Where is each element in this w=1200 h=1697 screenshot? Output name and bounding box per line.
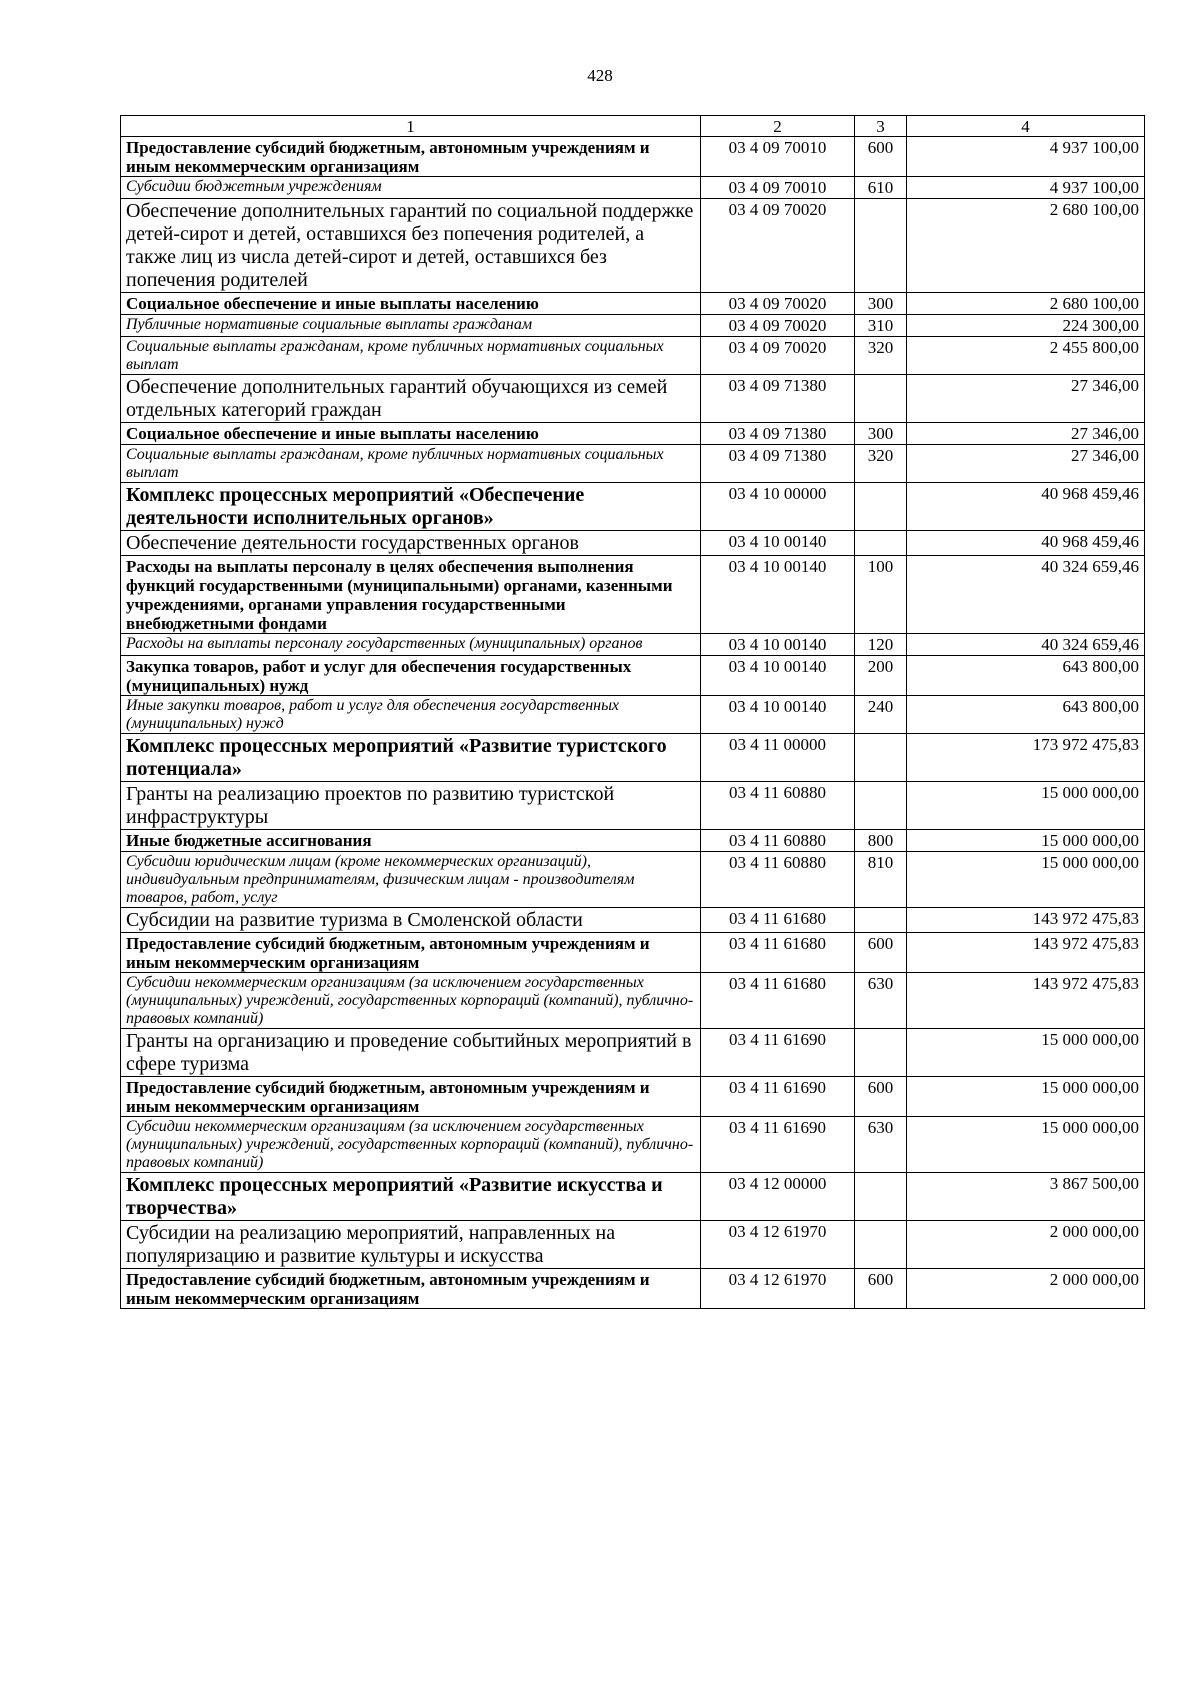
row-expense-type: 120	[855, 634, 907, 656]
table-row	[121, 1221, 1145, 1269]
row-amount: 40 324 659,46	[907, 556, 1145, 634]
table-row	[121, 656, 1145, 696]
row-amount: 4 937 100,00	[907, 177, 1145, 199]
row-expense-type	[855, 734, 907, 782]
table-row	[121, 634, 1145, 656]
row-code: 03 4 09 70020	[701, 199, 855, 293]
row-name: Комплекс процессных мероприятий «Развитие искусства и творчества»	[121, 1173, 701, 1221]
table-row	[121, 423, 1145, 445]
row-expense-type	[855, 782, 907, 830]
row-expense-type	[855, 1221, 907, 1269]
table-row	[121, 1077, 1145, 1117]
row-code: 03 4 12 61970	[701, 1269, 855, 1309]
row-name: Субсидии на развитие туризма в Смоленской области	[121, 908, 701, 933]
row-code: 03 4 11 60880	[701, 852, 855, 908]
table-row	[121, 852, 1145, 908]
row-name: Расходы на выплаты персоналу государственных (муниципальных) органов	[121, 634, 701, 656]
table-row	[121, 337, 1145, 375]
table-row	[121, 1269, 1145, 1309]
row-code: 03 4 12 00000	[701, 1173, 855, 1221]
row-amount: 15 000 000,00	[907, 1077, 1145, 1117]
row-expense-type	[855, 1173, 907, 1221]
row-expense-type: 320	[855, 337, 907, 375]
row-amount: 143 972 475,83	[907, 973, 1145, 1029]
table-row	[121, 137, 1145, 177]
row-amount: 173 972 475,83	[907, 734, 1145, 782]
table-row	[121, 531, 1145, 556]
row-name: Расходы на выплаты персоналу в целях обеспечения выполнения функций государственными (муниципальными) органами, казенными учреждениями, органами управления государственными внебюджетными фондами	[121, 556, 701, 634]
row-name: Предоставление субсидий бюджетным, автономным учреждениям и иным некоммерческим организациям	[121, 933, 701, 973]
row-code: 03 4 10 00140	[701, 696, 855, 734]
table-row	[121, 445, 1145, 483]
row-code: 03 4 09 71380	[701, 445, 855, 483]
row-expense-type: 630	[855, 973, 907, 1029]
row-expense-type: 310	[855, 315, 907, 337]
table-row	[121, 315, 1145, 337]
row-amount: 643 800,00	[907, 696, 1145, 734]
row-amount: 15 000 000,00	[907, 830, 1145, 852]
row-code: 03 4 11 61680	[701, 908, 855, 933]
row-amount: 143 972 475,83	[907, 933, 1145, 973]
row-name: Субсидии некоммерческим организациям (за исключением государственных (муниципальных) учреждений, государственных корпораций (компаний), публично-правовых компаний)	[121, 1117, 701, 1173]
table-row	[121, 973, 1145, 1029]
row-amount: 15 000 000,00	[907, 1117, 1145, 1173]
row-expense-type: 100	[855, 556, 907, 634]
row-code: 03 4 09 70020	[701, 315, 855, 337]
row-amount: 143 972 475,83	[907, 908, 1145, 933]
row-name: Обеспечение деятельности государственных органов	[121, 531, 701, 556]
table-row	[121, 782, 1145, 830]
row-code: 03 4 09 70010	[701, 137, 855, 177]
row-amount: 15 000 000,00	[907, 852, 1145, 908]
row-name: Социальные выплаты гражданам, кроме публичных нормативных социальных выплат	[121, 445, 701, 483]
table-row	[121, 375, 1145, 423]
row-code: 03 4 12 61970	[701, 1221, 855, 1269]
row-amount: 15 000 000,00	[907, 1029, 1145, 1077]
table-row	[121, 483, 1145, 531]
row-expense-type: 600	[855, 933, 907, 973]
table-row	[121, 177, 1145, 199]
row-amount: 40 968 459,46	[907, 531, 1145, 556]
row-code: 03 4 11 61680	[701, 973, 855, 1029]
row-code: 03 4 09 70010	[701, 177, 855, 199]
table-row	[121, 908, 1145, 933]
row-code: 03 4 10 00140	[701, 634, 855, 656]
header-col-1: 1	[121, 116, 701, 137]
row-expense-type: 810	[855, 852, 907, 908]
row-name: Социальное обеспечение и иные выплаты населению	[121, 423, 701, 445]
row-code: 03 4 11 61680	[701, 933, 855, 973]
table-header-row	[121, 116, 1145, 137]
row-amount: 2 000 000,00	[907, 1269, 1145, 1309]
table-row	[121, 556, 1145, 634]
row-code: 03 4 11 61690	[701, 1077, 855, 1117]
row-code: 03 4 09 70020	[701, 337, 855, 375]
table-body	[121, 137, 1145, 1309]
row-name: Предоставление субсидий бюджетным, автономным учреждениям и иным некоммерческим организациям	[121, 1269, 701, 1309]
row-amount: 40 324 659,46	[907, 634, 1145, 656]
table-row	[121, 1117, 1145, 1173]
row-expense-type: 800	[855, 830, 907, 852]
row-code: 03 4 09 70020	[701, 293, 855, 315]
row-amount: 3 867 500,00	[907, 1173, 1145, 1221]
table-row	[121, 293, 1145, 315]
row-code: 03 4 10 00140	[701, 656, 855, 696]
row-name: Социальное обеспечение и иные выплаты населению	[121, 293, 701, 315]
table-row	[121, 734, 1145, 782]
row-code: 03 4 10 00000	[701, 483, 855, 531]
table-row	[121, 199, 1145, 293]
page-number: 428	[587, 66, 613, 85]
header-col-3: 3	[855, 116, 907, 137]
row-amount: 4 937 100,00	[907, 137, 1145, 177]
row-amount: 27 346,00	[907, 423, 1145, 445]
row-expense-type	[855, 483, 907, 531]
row-amount: 2 680 100,00	[907, 293, 1145, 315]
row-expense-type: 610	[855, 177, 907, 199]
row-expense-type: 600	[855, 1269, 907, 1309]
row-expense-type: 600	[855, 137, 907, 177]
row-code: 03 4 09 71380	[701, 375, 855, 423]
row-amount: 40 968 459,46	[907, 483, 1145, 531]
row-expense-type: 300	[855, 293, 907, 315]
row-name: Обеспечение дополнительных гарантий по социальной поддержке детей-сирот и детей, оставшихся без попечения родителей, а также лиц из числа детей-сирот и детей, оставшихся без попечения родителей	[121, 199, 701, 293]
row-name: Социальные выплаты гражданам, кроме публичных нормативных социальных выплат	[121, 337, 701, 375]
row-name: Иные бюджетные ассигнования	[121, 830, 701, 852]
header-col-4: 4	[907, 116, 1145, 137]
row-name: Гранты на реализацию проектов по развитию туристской инфраструктуры	[121, 782, 701, 830]
row-name: Комплекс процессных мероприятий «Развитие туристского потенциала»	[121, 734, 701, 782]
row-expense-type	[855, 908, 907, 933]
row-name: Обеспечение дополнительных гарантий обучающихся из семей отдельных категорий граждан	[121, 375, 701, 423]
row-amount: 27 346,00	[907, 375, 1145, 423]
row-amount: 2 000 000,00	[907, 1221, 1145, 1269]
row-code: 03 4 11 61690	[701, 1117, 855, 1173]
row-name: Иные закупки товаров, работ и услуг для обеспечения государственных (муниципальных) нужд	[121, 696, 701, 734]
row-expense-type: 320	[855, 445, 907, 483]
row-expense-type: 200	[855, 656, 907, 696]
header-col-2: 2	[701, 116, 855, 137]
row-name: Субсидии юридическим лицам (кроме некоммерческих организаций), индивидуальным предпринимателям, физическим лицам - производителям товаров, работ, услуг	[121, 852, 701, 908]
row-expense-type	[855, 1029, 907, 1077]
row-expense-type	[855, 199, 907, 293]
row-name: Закупка товаров, работ и услуг для обеспечения государственных (муниципальных) нужд	[121, 656, 701, 696]
row-name: Публичные нормативные социальные выплаты гражданам	[121, 315, 701, 337]
table-row	[121, 830, 1145, 852]
row-amount: 2 455 800,00	[907, 337, 1145, 375]
row-name: Субсидии бюджетным учреждениям	[121, 177, 701, 199]
row-name: Комплекс процессных мероприятий «Обеспечение деятельности исполнительных органов»	[121, 483, 701, 531]
table-row	[121, 1029, 1145, 1077]
budget-table	[120, 115, 1145, 1309]
row-expense-type: 240	[855, 696, 907, 734]
row-name: Субсидии некоммерческим организациям (за исключением государственных (муниципальных) учреждений, государственных корпораций (компаний), публично-правовых компаний)	[121, 973, 701, 1029]
row-code: 03 4 11 60880	[701, 782, 855, 830]
table-row	[121, 696, 1145, 734]
row-code: 03 4 09 71380	[701, 423, 855, 445]
row-amount: 27 346,00	[907, 445, 1145, 483]
row-expense-type: 600	[855, 1077, 907, 1117]
row-name: Гранты на организацию и проведение событийных мероприятий в сфере туризма	[121, 1029, 701, 1077]
row-code: 03 4 10 00140	[701, 556, 855, 634]
table-row	[121, 933, 1145, 973]
row-expense-type	[855, 531, 907, 556]
row-amount: 15 000 000,00	[907, 782, 1145, 830]
row-code: 03 4 11 60880	[701, 830, 855, 852]
row-amount: 224 300,00	[907, 315, 1145, 337]
table-row	[121, 1173, 1145, 1221]
row-code: 03 4 11 00000	[701, 734, 855, 782]
row-expense-type: 300	[855, 423, 907, 445]
row-name: Субсидии на реализацию мероприятий, направленных на популяризацию и развитие культуры и искусства	[121, 1221, 701, 1269]
row-code: 03 4 11 61690	[701, 1029, 855, 1077]
row-name: Предоставление субсидий бюджетным, автономным учреждениям и иным некоммерческим организациям	[121, 137, 701, 177]
row-amount: 643 800,00	[907, 656, 1145, 696]
row-expense-type	[855, 375, 907, 423]
row-name: Предоставление субсидий бюджетным, автономным учреждениям и иным некоммерческим организациям	[121, 1077, 701, 1117]
row-amount: 2 680 100,00	[907, 199, 1145, 293]
row-expense-type: 630	[855, 1117, 907, 1173]
row-code: 03 4 10 00140	[701, 531, 855, 556]
